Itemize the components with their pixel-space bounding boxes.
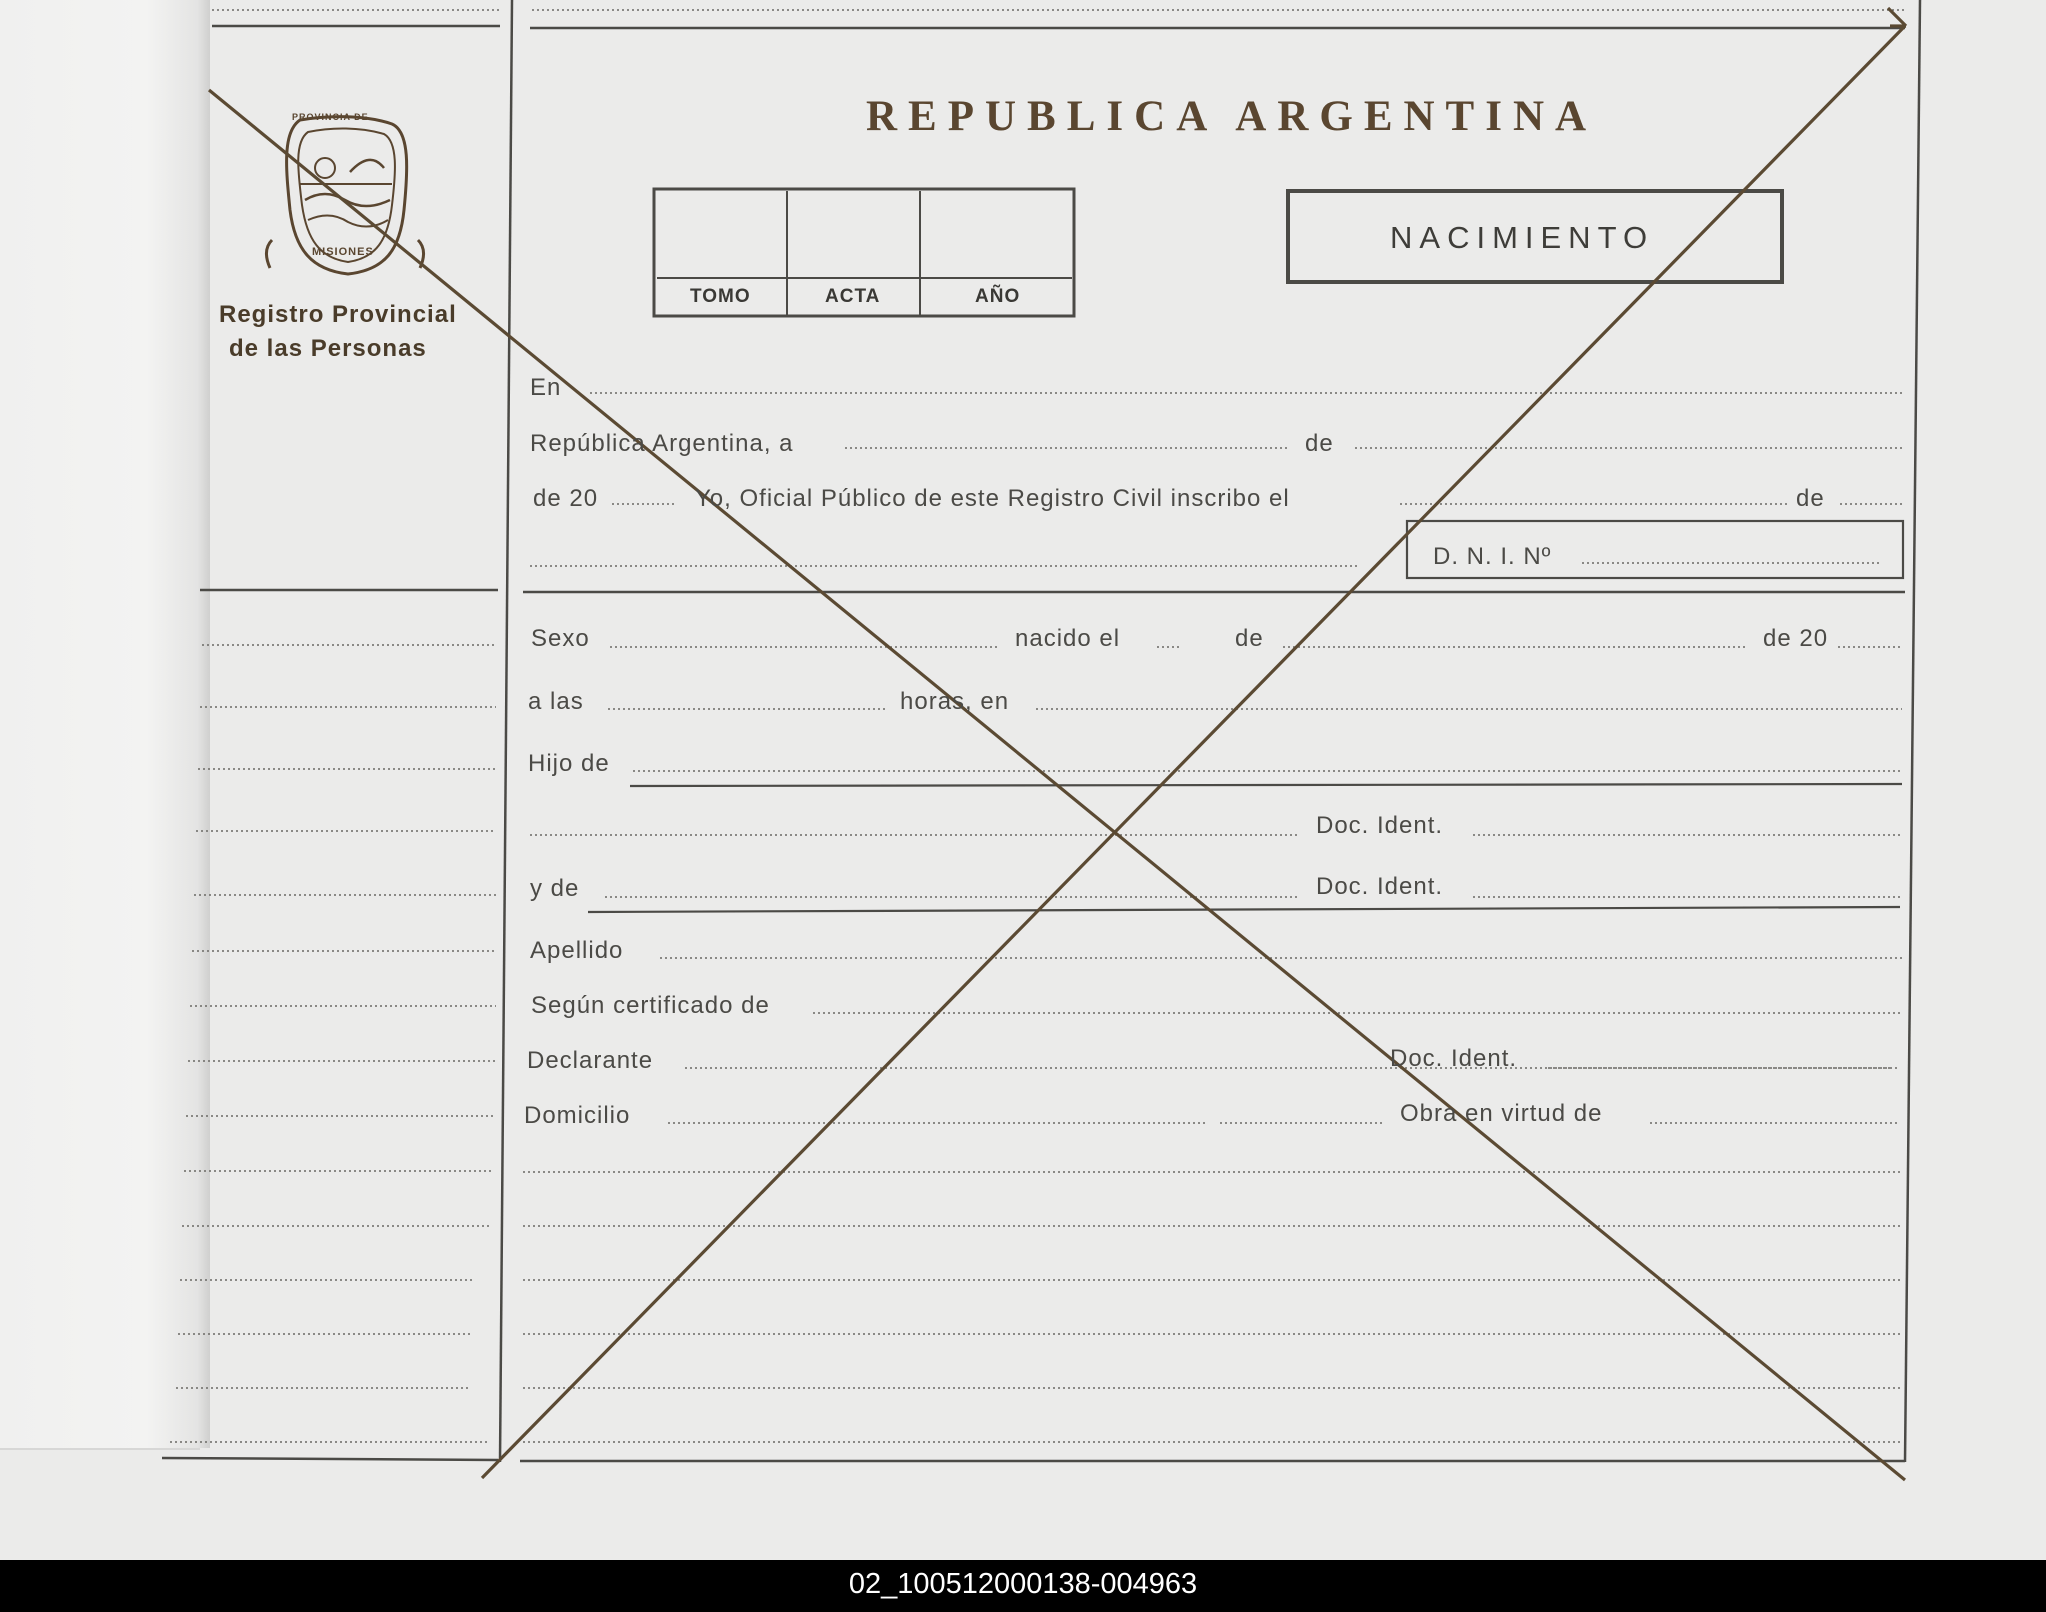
label-en: En bbox=[530, 374, 562, 401]
label-de-20-b: de 20 bbox=[1763, 625, 1829, 652]
label-doc-ident-3: Doc. Ident. bbox=[1390, 1045, 1518, 1072]
label-y-de: y de bbox=[530, 875, 580, 902]
record-type-label: NACIMIENTO bbox=[1390, 220, 1655, 255]
label-declarante: Declarante bbox=[527, 1047, 654, 1074]
label-de-1: de bbox=[1305, 430, 1334, 457]
label-horas-en: horas, en bbox=[900, 688, 1010, 715]
label-de-3: de bbox=[1235, 625, 1264, 652]
page-title: REPUBLICA ARGENTINA bbox=[866, 93, 1598, 140]
label-de-20: de 20 bbox=[533, 485, 599, 512]
registry-line-1: Registro Provincial bbox=[219, 301, 457, 328]
label-segun: Según certificado de bbox=[531, 992, 770, 1019]
label-oficial: Yo, Oficial Público de este Registro Civil inscribo el bbox=[695, 485, 1290, 512]
label-hijo-de: Hijo de bbox=[528, 750, 610, 777]
anio-label: AÑO bbox=[975, 286, 1021, 307]
acta-label: ACTA bbox=[825, 286, 881, 307]
seal-lower-text: MISIONES bbox=[312, 246, 374, 258]
file-id-caption: 02_100512000138-004963 bbox=[848, 1568, 1198, 1600]
label-a-las: a las bbox=[528, 688, 584, 715]
label-doc-ident-1: Doc. Ident. bbox=[1316, 812, 1444, 839]
seal-upper-text: PROVINCIA DE bbox=[292, 112, 369, 122]
label-apellido: Apellido bbox=[530, 937, 624, 964]
label-dni: D. N. I. Nº bbox=[1433, 543, 1552, 570]
label-doc-ident-2: Doc. Ident. bbox=[1316, 873, 1444, 900]
label-de-2: de bbox=[1796, 485, 1825, 512]
label-republica: República Argentina, a bbox=[530, 430, 794, 457]
tomo-label: TOMO bbox=[690, 286, 751, 307]
label-domicilio: Domicilio bbox=[524, 1102, 631, 1129]
label-obra: Obra en virtud de bbox=[1400, 1100, 1603, 1127]
label-nacido-el: nacido el bbox=[1015, 625, 1121, 652]
label-sexo: Sexo bbox=[531, 625, 590, 652]
registry-line-2: de las Personas bbox=[229, 335, 427, 362]
